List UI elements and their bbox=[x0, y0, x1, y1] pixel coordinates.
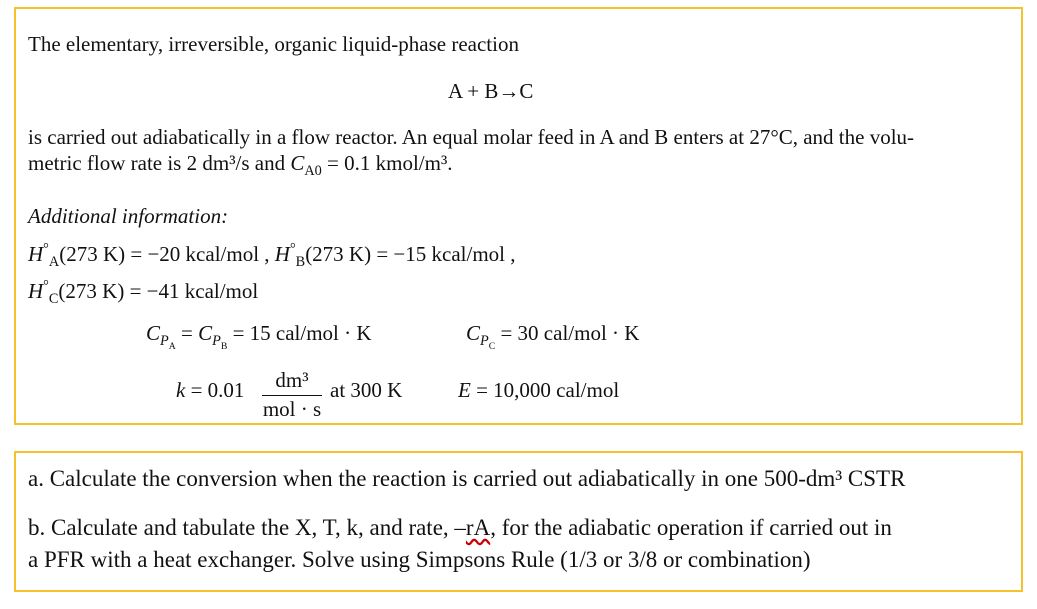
rate-constant-temp: at 300 K bbox=[330, 378, 403, 402]
conditions-line-1: is carried out adiabatically in a flow reactor. An equal molar feed in A and B enters at 27°C, and the volu- bbox=[28, 125, 915, 149]
additional-info-heading: Additional information: bbox=[28, 204, 229, 228]
enthalpy-line-2: $H^\circ_C(273$ K) = −41 kcal/mol bbox=[28, 278, 259, 308]
reaction-equation: A + B→C bbox=[448, 79, 534, 103]
heat-capacity-ab: $C_{P_A} = C_{P_B} = 15$ cal/mol · K bbox=[146, 321, 372, 353]
question-a: a. Calculate the conversion when the reaction is carried out adiabatically in one 500-dm³ CSTR bbox=[28, 466, 906, 491]
enthalpy-line-1: $H^\circ_A(273$ K) = −20 kcal/mol , $H^\circ_B(273$ K) = −15 kcal/mol , bbox=[28, 241, 516, 271]
heat-capacity-c: $C_{P_C} = 30$ cal/mol · K bbox=[466, 321, 640, 353]
intro-line: The elementary, irreversible, organic liquid-phase reaction bbox=[28, 32, 519, 56]
conditions-line-2: metric flow rate is 2 dm³/s and $C_{A0} = 0.1$ kmol/m³. bbox=[28, 151, 453, 180]
rate-constant: k = 0.01 bbox=[176, 378, 245, 402]
rate-constant-units: dm³ mol · s bbox=[262, 368, 322, 421]
question-b-line-1: b. Calculate and tabulate the X, T, k, and rate, –rA, for the adiabatic operation if carried out in bbox=[28, 515, 892, 540]
activation-energy: E = 10,000 cal/mol bbox=[458, 378, 620, 402]
question-b-line-2: a PFR with a heat exchanger. Solve using Simpsons Rule (1/3 or 3/8 or combination) bbox=[28, 547, 811, 572]
